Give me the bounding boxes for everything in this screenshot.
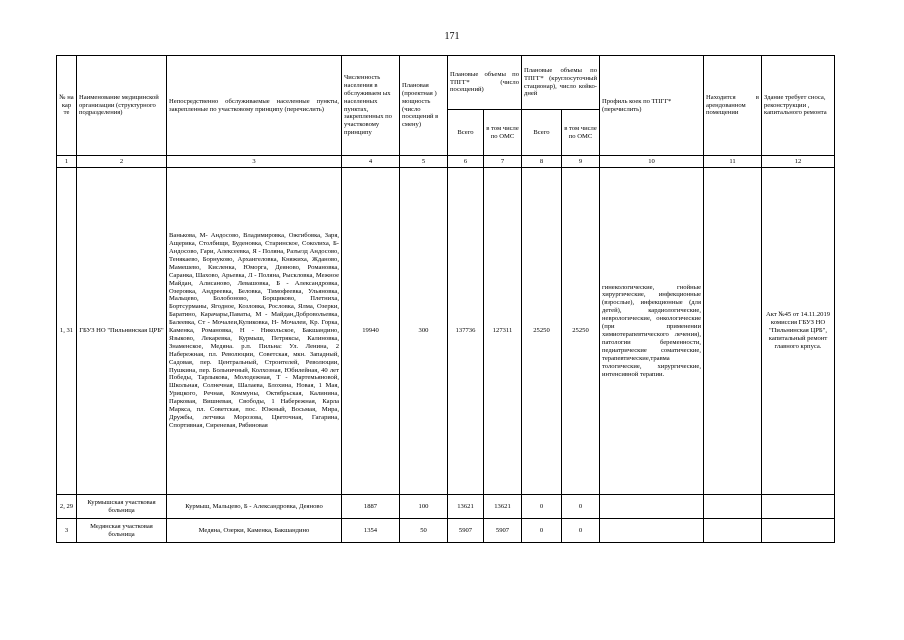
row-beds-total: 0 [522,495,562,519]
row-population: 1354 [342,519,400,543]
header-beds-total: Всего [522,110,562,156]
row-org-name: ГБУЗ НО "Пильнинская ЦРБ" [77,168,167,495]
column-number: 1 [57,156,77,168]
row-beds-oms: 0 [562,495,600,519]
header-col-repair: Здание требует сноса, реконструкции , капитального ремонта [762,56,835,156]
header-col-rented: Находится в арендованном помещении [704,56,762,156]
row-visits-oms: 5907 [484,519,522,543]
header-beds-oms: в том числе по ОМС [562,110,600,156]
table-row [57,495,835,519]
row-population: 1887 [342,495,400,519]
header-col-bed-profile: Профиль коек по ТПГГ* (перечислить) [600,56,704,156]
row-number: 2, 29 [57,495,77,519]
column-number: 12 [762,156,835,168]
header-col-org-name: Наименование медицинской организации (структурного подразделения) [77,56,167,156]
column-numbers-row [57,156,835,168]
row-localities: Медяна, Озерки, Каменка, Бакшандино [167,519,342,543]
row-org-name: Медянская участковая больница [77,519,167,543]
row-localities: Курмыш, Мальцево, Б - Александровка, Деяново [167,495,342,519]
column-number: 2 [77,156,167,168]
column-number: 3 [167,156,342,168]
column-number: 5 [400,156,448,168]
row-bed-profile [600,519,704,543]
row-capacity: 300 [400,168,448,495]
hospital-table [56,55,835,543]
row-rented [704,519,762,543]
column-number: 6 [448,156,484,168]
row-repair: Акт №45 от 14.11.2019 комиссия ГБУЗ НО "Пильнинская ЦРБ", капитальный ремонт главного крпуса. [762,168,835,495]
row-beds-total: 0 [522,519,562,543]
header-col-population: Численность населения в обслуживаем ых населенных пунктах, закрепленных по участковому принципу [342,56,400,156]
row-bed-profile [600,495,704,519]
row-capacity: 50 [400,519,448,543]
row-beds-total: 25250 [522,168,562,495]
row-capacity: 100 [400,495,448,519]
header-col-capacity: Плановая (проектная ) мощность (число посещений в смену) [400,56,448,156]
column-number: 4 [342,156,400,168]
row-visits-total: 5907 [448,519,484,543]
row-visits-total: 137736 [448,168,484,495]
column-number: 7 [484,156,522,168]
row-beds-oms: 0 [562,519,600,543]
row-localities: Ванькова, М- Андосово, Владимировка, Ожгибовка, Заря, Ащерика, Столбищи, Буденовка, Старинское, Соколиха, Б- Андосово, Гари, Алексеевка, Я - Поляна, Разъезд Андосово, Тенякаево, Борнуково, Архангеловка, Княжиха, Жданово, Мамешево, Кисленка, Юморга, Деяново, Романовка, Саранка, Шахово, Арьевка, Л - Поляна, Рыскловка, Межное Майдан, Алисаново, Левашовка, Б - Александровка, Озеровка, Андреевка, Беловка, Тимофеевка, Ульяновка, Мальцево, Болобоново, Борщиково, Плетниха, Бортсурманы, Ягодное, Козловка, Рословка, Ялма, Озерки, Баратино, Карачары,Паваты, М - Майдан,Добровольевка, Балеевка, Ст - Мочалеи,Куликовка, Н- Мочалеи, Кр. Горка, Каменка, Романовка, Н - Никольское, Бакшандино, Языково, Лекаревка, Курмыш, Петряксы, Калиновка, Знаменское, Медяна. р.п. Пильна: Ул. Ленина, 2 Набережная, пл. Революции, Советская, мкн. Западный, Садовая, пер. Центральный, Строителей, Революции, Пушкина, пер. Больничный, Колхозная, Юбилейная, 40 лет Победы, Тарлыкова, Молодежная, Т - Мартемьяновой, Школьная, Солнечная, Шалаева, Блохина, Новая, 1 Мая, Урицкого, Речная, Коммуны, Октябрьская, Калинина, Парковая, Вишневая, Свободы, 1 Набережная, Карла Маркса, пл. Советская, пос. Южный, Восьмая, Мира, Дружбы, летчика Морозова, Цветочная, Гагарина, Спортивная, Сиреневая, Рябиновая [167,168,342,495]
column-number: 8 [522,156,562,168]
row-bed-profile: гинекологические, гнойные хирургические, инфекционные (взрослые), инфекционные (для детей), кардиологические, неврологические, онкологические (при применении химиотерапевтического лечения), патологии беременности, педиатрические соматические, терапевтические,травма тологические, хирургические, интенсивной терапии. [600,168,704,495]
row-rented [704,495,762,519]
row-visits-total: 13621 [448,495,484,519]
row-visits-oms: 127311 [484,168,522,495]
header-col-visits: Плановые объемы по ТПГГ* (число посещений) [448,56,522,110]
row-number: 3 [57,519,77,543]
row-org-name: Курмышская участковая больница [77,495,167,519]
header-col-beds: Плановые объемы по ТПГГ* (круглосуточный стационар), число койко-дней [522,56,600,110]
column-number: 11 [704,156,762,168]
column-number: 9 [562,156,600,168]
row-beds-oms: 25250 [562,168,600,495]
row-repair [762,495,835,519]
table-row [57,168,835,495]
column-number: 10 [600,156,704,168]
header-visits-oms: в том числе по ОМС [484,110,522,156]
header-col-localities: Непосредственно обслуживаемые населенные пункты, закрепленные по участковому принципу (перечислить) [167,56,342,156]
header-visits-total: Всего [448,110,484,156]
row-population: 19940 [342,168,400,495]
row-rented [704,168,762,495]
row-repair [762,519,835,543]
row-visits-oms: 13621 [484,495,522,519]
header-row-1 [57,56,835,110]
page-number: 171 [444,31,460,42]
header-col-number: № на кар те [57,56,77,156]
row-number: 1, 31 [57,168,77,495]
table-row [57,519,835,543]
